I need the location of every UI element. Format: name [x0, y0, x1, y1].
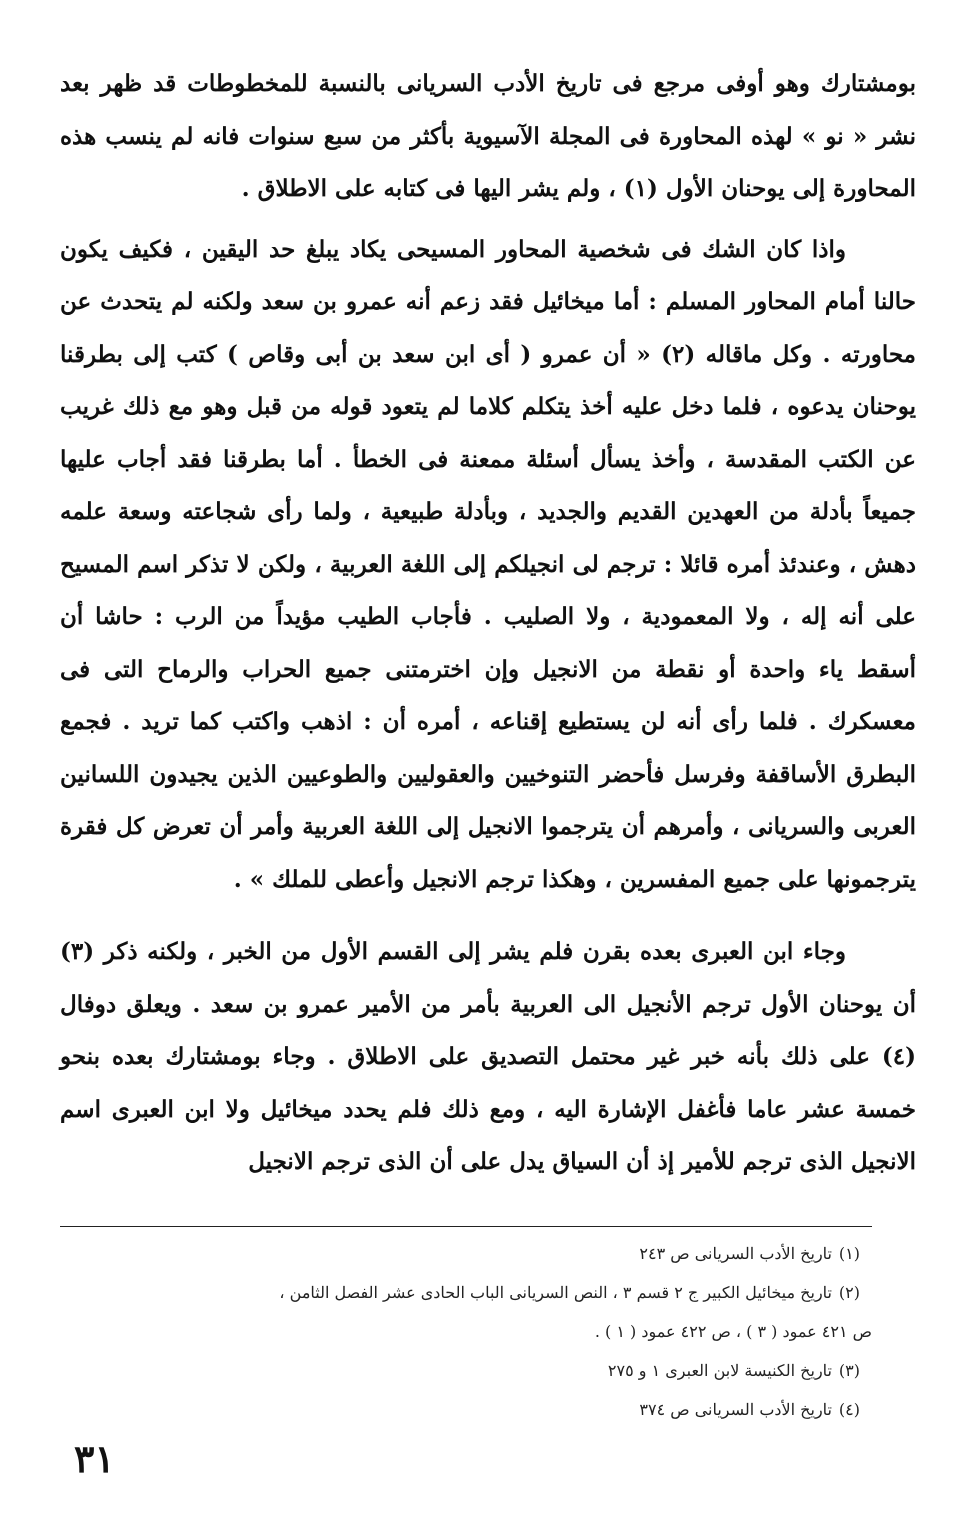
- footnote-3: [60, 1351, 872, 1390]
- footnote-divider: [60, 1226, 872, 1227]
- page-number: ٣١: [74, 1436, 115, 1481]
- footnote-number: (٣): [838, 1361, 860, 1380]
- footnote-1: [60, 1234, 872, 1273]
- footnote-text: تاريخ الأدب السريانى ص ٣٧٤: [639, 1400, 832, 1419]
- paragraph-1: بومشتارك وهو أوفى مرجع فى تاريخ الأدب السريانى بالنسبة للمخطوطات قد ظهر بعد نشر « نو » لهذه المحاورة فى المجلة الآسيوية بأكثر من سبع سنوات فانه لم ينسب هذه المحاورة إلى يوحنان الأول (١) ، ولم يشر اليها فى كتابه على الاطلاق .: [60, 70, 916, 202]
- paragraph-2: واذا كان الشك فى شخصية المحاور المسيحى يكاد يبلغ حد اليقين ، فكيف يكون حالنا أمام المحاور المسلم : أما ميخائيل فقد زعم أنه عمرو بن سعد ولكنه لم يتحدث عن محاورته . وكل ماقاله (٢) « أن عمرو ( أى ابن سعد بن أبى وقاص ) كتب إلى بطرقنا يوحنان يدعوه ، فلما دخل عليه أخذ يتكلم كلاما لم يتعود قوله من قبل وهو مع ذلك غريب عن الكتب المقدسة ، وأخذ يسأل أسئلة ممعنة فى الخطأ . أما بطرقنا فقد أجاب عليها جميعاً بأدلة من العهدين القديم والجديد ، وبأدلة طبيعية ، ولما رأى شجاعته وسعة علمه دهش ، وعندئذ أمره قائلا : ترجم لى انجيلكم إلى اللغة العربية ، ولكن لا تذكر اسم المسيح على أنه إله ، ولا المعمودية ، ولا الصليب . فأجاب الطيب مؤيداً من الرب : حاشا أن أسقط ياء واحدة أو نقطة من الانجيل وإن اخترمتنى جميع الحراب والرماح التى فى معسكرك . فلما رأى أنه لن يستطيع إقناعه ، أمره أن : اذهب واكتب كما تريد . فجمع البطرق الأساقفة وفرسل فأحضر التنوخيين والعقوليين والطوعيين الذين يجيدون اللسانين العربى والسريانى ، وأمرهم أن يترجموا الانجيل إلى اللغة العربية وأمر أن تعرض كل فقرة يترجمونها على جميع المفسرين ، وهكذا ترجم الانجيل وأعطى للملك » .: [60, 235, 917, 893]
- footnote-4: [60, 1390, 872, 1429]
- footnote-text: ص ٤٢١ عمود ( ٣ ) ، ص ٤٢٢ عمود ( ١ ) .: [594, 1322, 872, 1341]
- footnote-text: تاريخ الأدب السريانى ص ٢٤٣: [639, 1244, 832, 1263]
- footnote-text: تاريخ ميخائيل الكبير ج ٢ قسم ٣ ، النص السريانى الباب الحادى عشر الفصل الثامن ،: [279, 1283, 832, 1302]
- paragraph-3: وجاء ابن العبرى بعده بقرن فلم يشر إلى القسم الأول من الخبر ، ولكنه ذكر (٣) أن يوحنان الأول ترجم الأنجيل الى العربية بأمر من الأمير عمرو بن سعد . ويعلق دوفال (٤) على ذلك بأنه خبر غير محتمل التصديق على الاطلاق . وجاء بومشتارك بعده بنحو خمسة عشر عاما فأغفل الإشارة اليه ، ومع ذلك فلم يحدد ميخائيل ولا ابن العبرى اسم الانجيل الذى ترجم للأمير إذ أن السياق يدل على أن الذى ترجم الانجيل: [60, 938, 917, 1175]
- footnote-number: (٤): [838, 1400, 860, 1419]
- footnote-number: (١): [838, 1244, 860, 1263]
- footnote-2: [60, 1273, 872, 1312]
- main-text: [60, 58, 916, 1189]
- footnote-number: (٢): [838, 1283, 860, 1302]
- footnote-2-continued: [60, 1312, 872, 1351]
- footnotes: [60, 1234, 872, 1429]
- footnote-text: تاريخ الكنيسة لابن العبرى ١ و ٢٧٥: [607, 1361, 832, 1380]
